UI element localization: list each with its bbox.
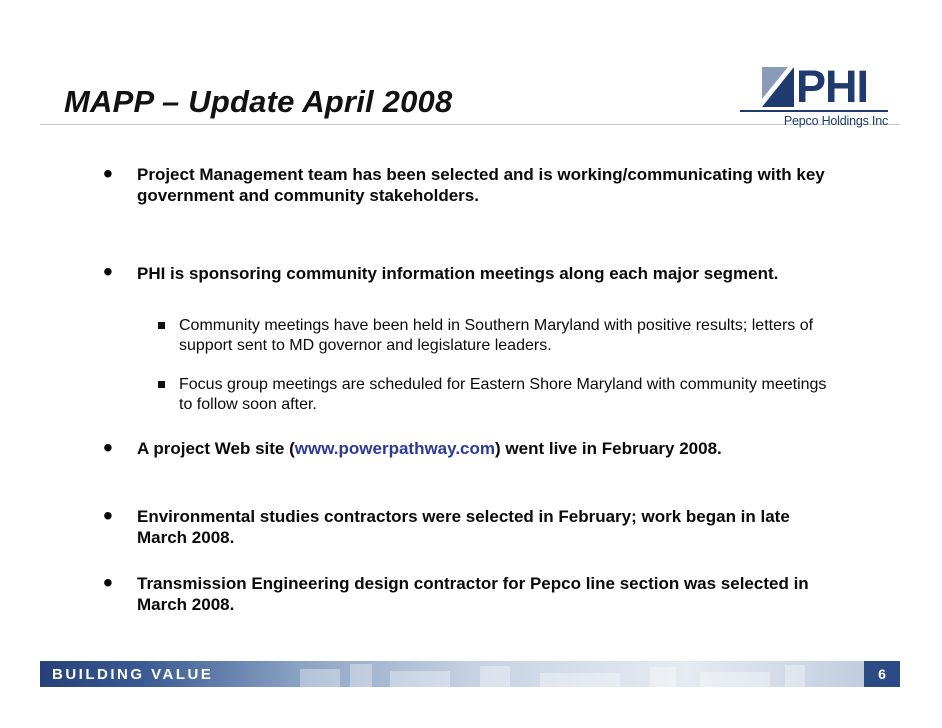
powerpathway-link[interactable]: www.powerpathway.com (294, 439, 496, 458)
bullet-community-meetings (103, 256, 837, 287)
sub-bullet-southern-maryland (179, 316, 839, 356)
phi-logo-mark-icon (762, 67, 794, 107)
bullet-dot-icon: • (103, 567, 113, 598)
bullet-text: Environmental studies contractors were selected in February; work began in late March 2008. (137, 507, 790, 547)
phi-logo (736, 61, 896, 132)
slide-title: MAPP – Update April 2008 (64, 84, 453, 119)
bullet-text-after: ) went live in February 2008. (495, 439, 722, 458)
bullet-transmission-engineering (103, 567, 837, 615)
bullet-project-management (103, 158, 837, 206)
bullet-web-site (103, 432, 837, 463)
bullet-dot-icon: • (103, 256, 113, 287)
bullet-dot-icon: • (103, 500, 113, 531)
page-number: 6 (864, 661, 900, 687)
bullet-dot-icon: • (103, 158, 113, 189)
square-bullet-icon (158, 381, 165, 388)
logo-wordmark: PHI (796, 61, 869, 112)
square-bullet-icon (158, 322, 165, 329)
bullet-dot-icon: • (103, 432, 113, 463)
footer-banner (40, 661, 900, 687)
sub-bullet-text: Community meetings have been held in Southern Maryland with positive results; letters of support sent to MD governor and legislature leaders. (179, 317, 814, 354)
sub-bullet-eastern-shore (179, 375, 839, 415)
bullet-environmental-studies (103, 500, 837, 548)
sub-bullet-text: Focus group meetings are scheduled for Eastern Shore Maryland with community meetings to follow soon after. (179, 376, 827, 413)
footer-label: BUILDING VALUE (52, 666, 214, 683)
building-silhouette-icon (280, 661, 840, 687)
bullet-text: PHI is sponsoring community information meetings along each major segment. (137, 264, 779, 283)
logo-subtitle: Pepco Holdings Inc (740, 110, 888, 130)
bullet-text: Project Management team has been selected and is working/communicating with key government and community stakeholders. (137, 165, 825, 205)
bullet-text-before: A project Web site ( (137, 439, 295, 458)
bullet-text: Transmission Engineering design contractor for Pepco line section was selected in March 2008. (137, 574, 809, 614)
